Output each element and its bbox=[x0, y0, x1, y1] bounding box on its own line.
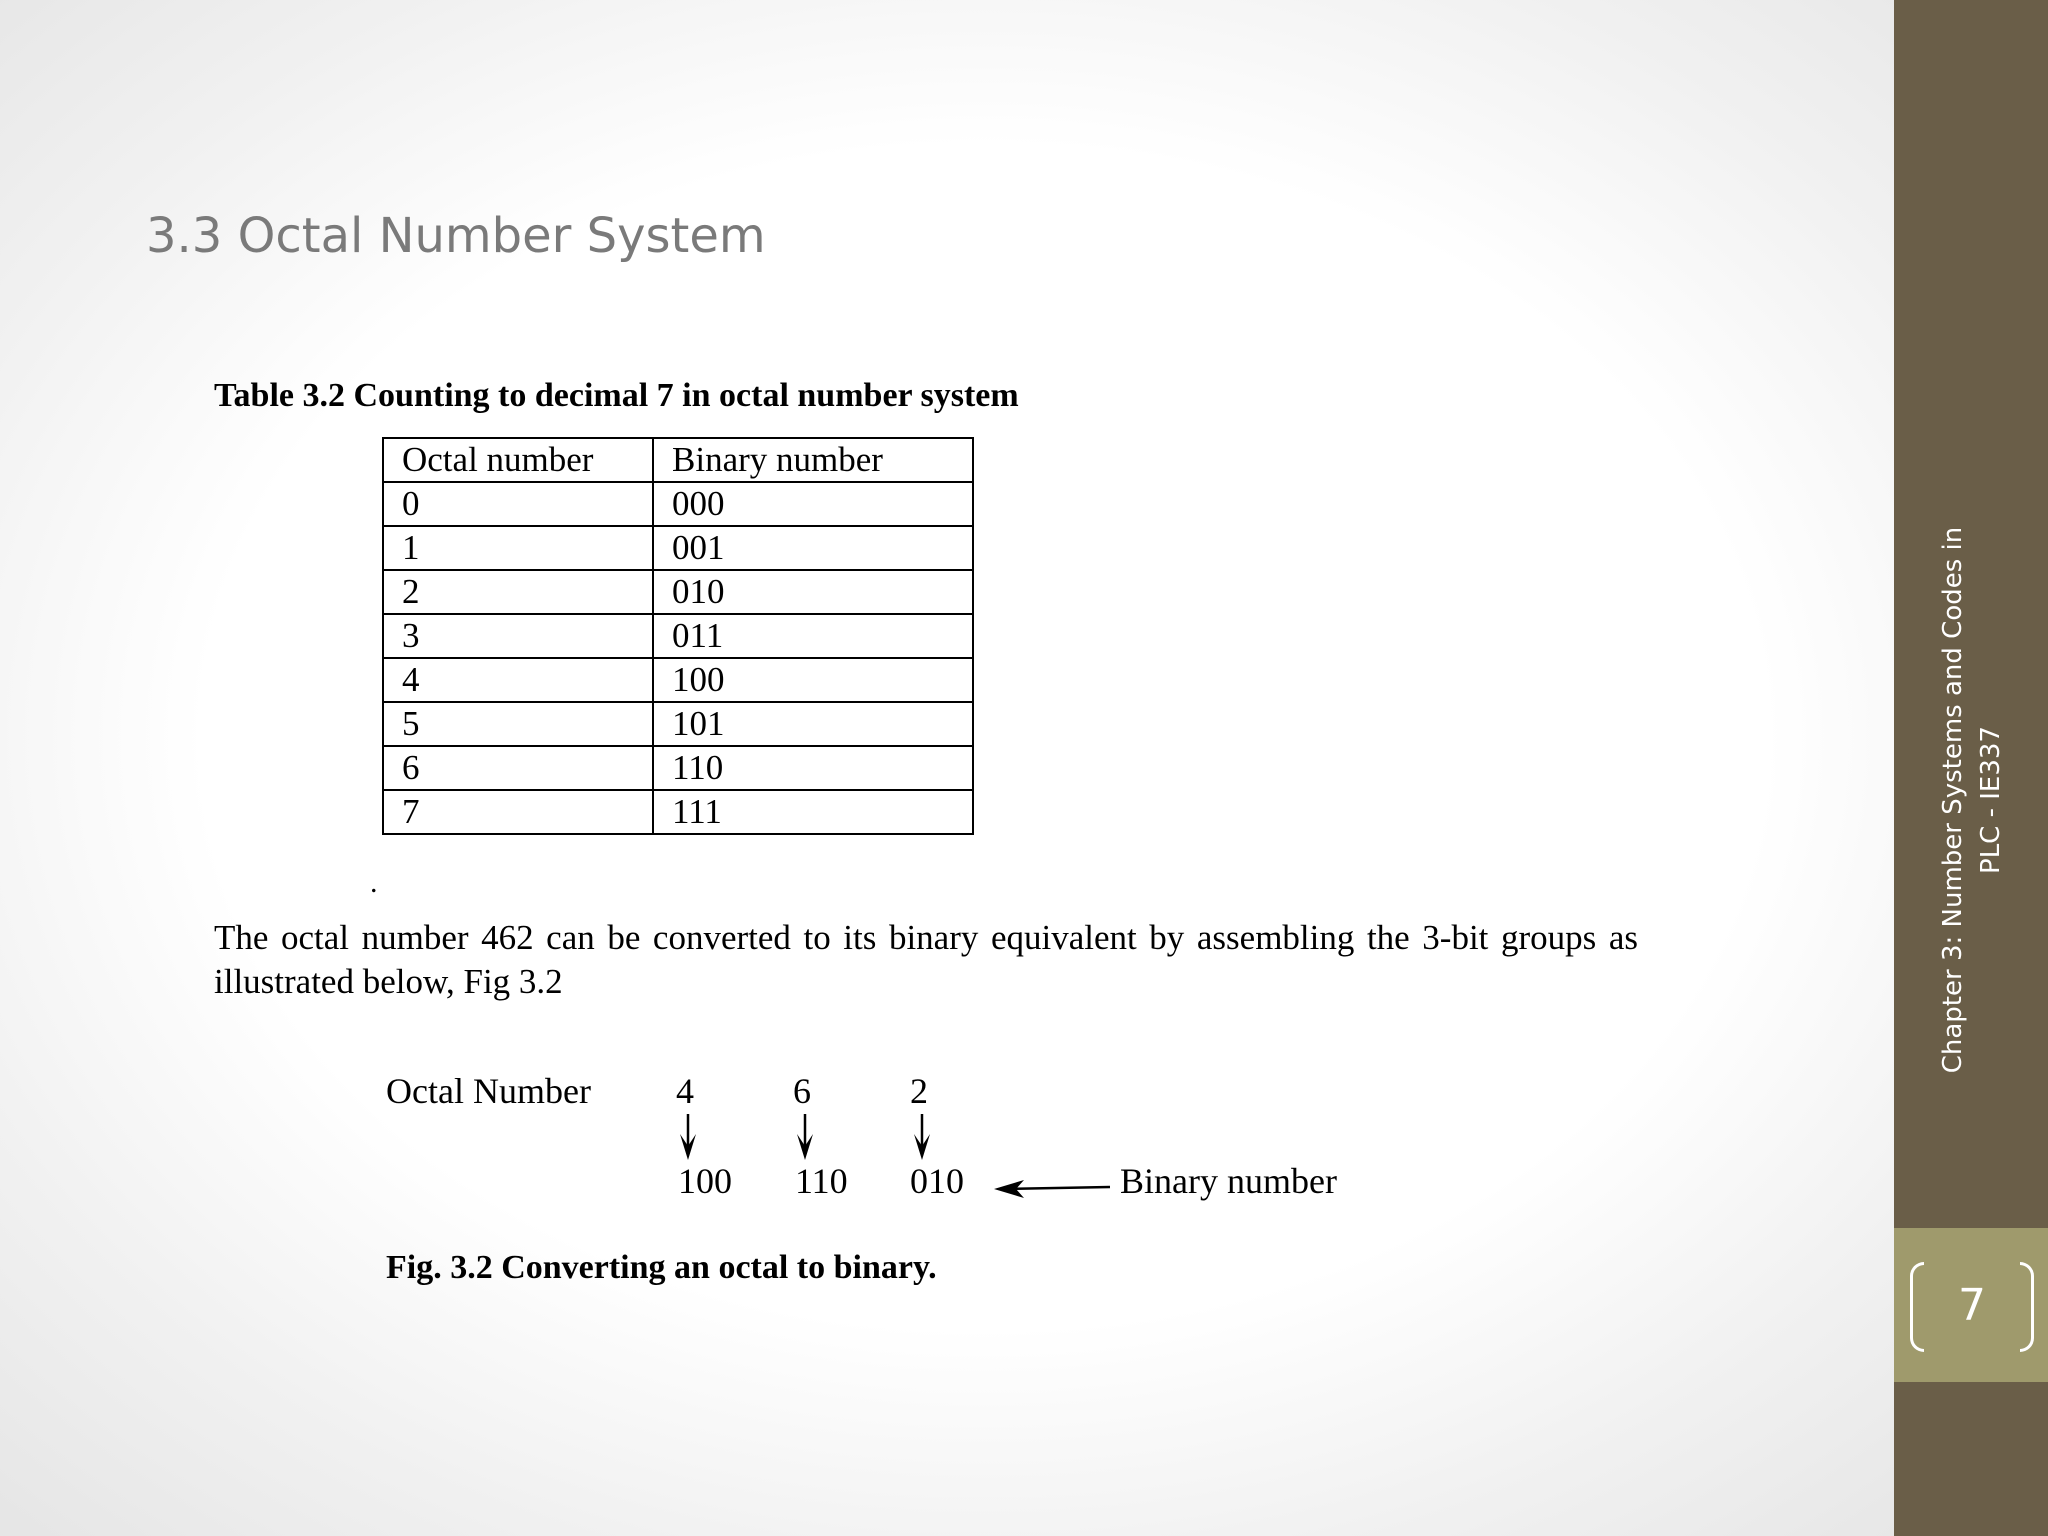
octal-cell: 2 bbox=[383, 570, 653, 614]
left-bracket-icon bbox=[1910, 1262, 1924, 1352]
binary-number-label: Binary number bbox=[1120, 1161, 1337, 1201]
octal-cell: 3 bbox=[383, 614, 653, 658]
binary-cell: 101 bbox=[653, 702, 973, 746]
trailing-mark: . bbox=[370, 866, 378, 899]
binary-cell: 000 bbox=[653, 482, 973, 526]
table-row bbox=[383, 790, 973, 834]
octal-cell: 4 bbox=[383, 658, 653, 702]
octal-digit: 6 bbox=[793, 1071, 811, 1111]
table-row bbox=[383, 570, 973, 614]
binary-cell: 111 bbox=[653, 790, 973, 834]
binary-cell: 001 bbox=[653, 526, 973, 570]
figure-caption: Fig. 3.2 Converting an octal to binary. bbox=[386, 1249, 937, 1286]
table-row bbox=[383, 526, 973, 570]
chapter-label: Chapter 3: Number Systems and Codes in PLC - IE337 bbox=[1938, 526, 2006, 1074]
binary-group: 100 bbox=[678, 1161, 732, 1201]
table-row bbox=[383, 702, 973, 746]
octal-cell: 6 bbox=[383, 746, 653, 790]
binary-cell: 010 bbox=[653, 570, 973, 614]
table-row bbox=[383, 746, 973, 790]
slide-title: 3.3 Octal Number System bbox=[146, 208, 766, 264]
header-binary-number: Binary number bbox=[653, 438, 973, 482]
octal-digit: 4 bbox=[676, 1071, 694, 1111]
table-caption: Table 3.2 Counting to decimal 7 in octal number system bbox=[214, 377, 1019, 414]
table-row bbox=[383, 658, 973, 702]
binary-cell: 100 bbox=[653, 658, 973, 702]
octal-cell: 5 bbox=[383, 702, 653, 746]
octal-digit: 2 bbox=[910, 1071, 928, 1111]
header-octal-number: Octal number bbox=[383, 438, 653, 482]
octal-cell: 1 bbox=[383, 526, 653, 570]
octal-binary-table bbox=[382, 437, 974, 835]
binary-group: 110 bbox=[795, 1161, 848, 1201]
table-row bbox=[383, 614, 973, 658]
octal-cell: 0 bbox=[383, 482, 653, 526]
binary-cell: 110 bbox=[653, 746, 973, 790]
octal-cell: 7 bbox=[383, 790, 653, 834]
body-paragraph: The octal number 462 can be converted to its binary equivalent by assembling the 3-bit groups as illustrated below, Fig 3.2 bbox=[214, 918, 1638, 1001]
binary-group: 010 bbox=[910, 1161, 964, 1201]
page-number: 7 bbox=[1958, 1280, 1986, 1331]
octal-number-label: Octal Number bbox=[386, 1071, 591, 1111]
table-header-row bbox=[383, 438, 973, 482]
right-bracket-icon bbox=[2020, 1262, 2034, 1352]
binary-cell: 011 bbox=[653, 614, 973, 658]
table-row bbox=[383, 482, 973, 526]
